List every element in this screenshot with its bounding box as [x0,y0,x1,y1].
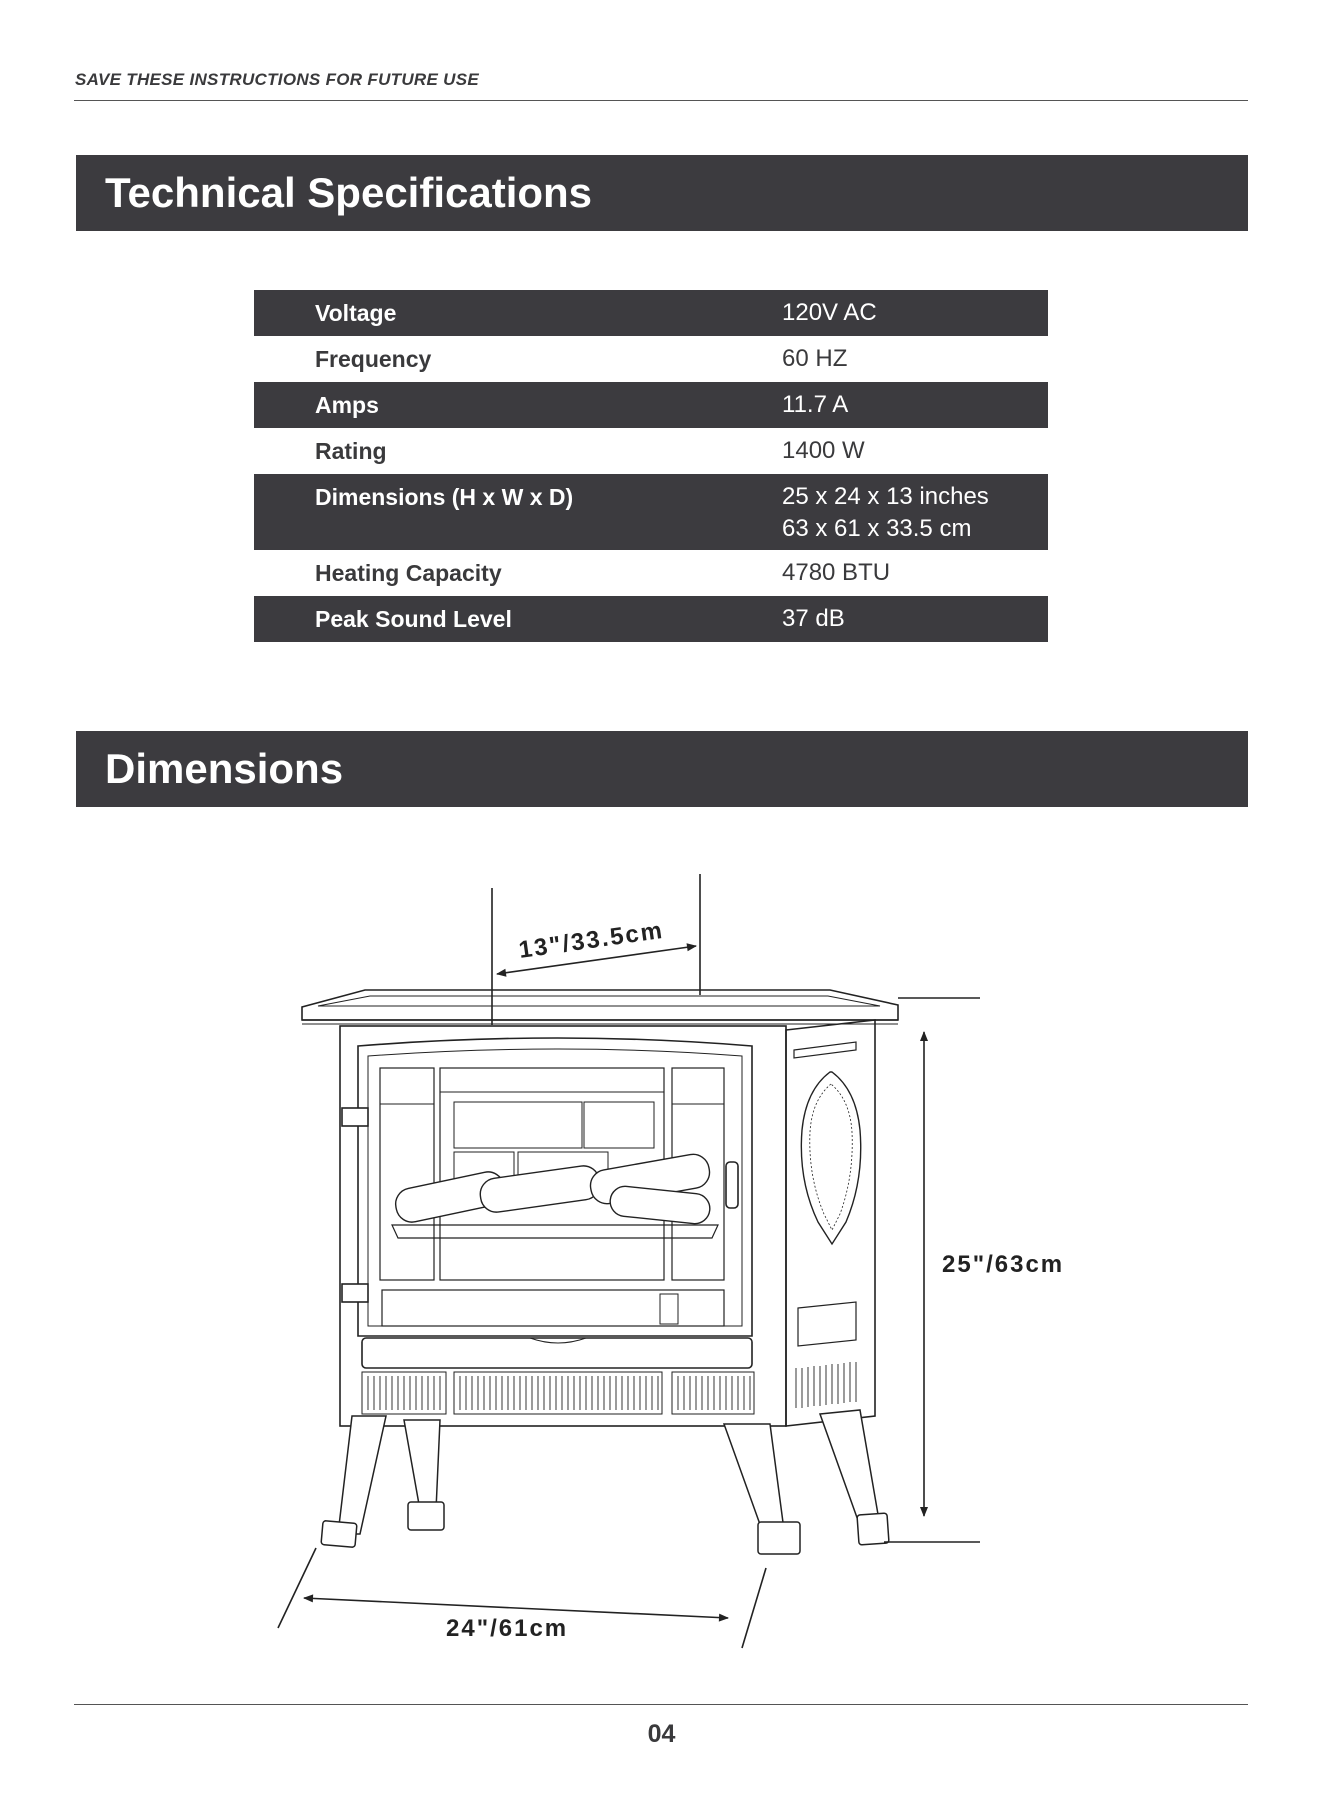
width-label: 24"/61cm [446,1615,569,1642]
width-extension-line [278,1548,316,1628]
heater-top [302,990,898,1020]
spec-label: Voltage [315,300,397,326]
page-number: 04 [647,1720,676,1748]
heater-side [786,1020,875,1426]
footer-rule [74,1704,1248,1705]
depth-label: 13"/33.5cm [517,916,666,964]
section-title: Technical Specifications [105,169,593,216]
spec-value: 120V AC [782,299,877,326]
spec-value-line: 63 x 61 x 33.5 cm [782,515,972,542]
spec-value: 4780 BTU [782,559,891,586]
spec-value: 11.7 A [782,391,849,418]
header-note: SAVE THESE INSTRUCTIONS FOR FUTURE USE [75,70,480,89]
spec-label: Amps [315,392,379,418]
spec-label: Heating Capacity [315,560,502,586]
spec-label: Frequency [315,346,432,372]
spec-value-line: 25 x 24 x 13 inches [782,483,989,510]
heater-front [340,1026,786,1426]
spec-label: Peak Sound Level [315,606,512,632]
spec-value: 60 HZ [782,345,848,372]
section-title: Dimensions [105,745,344,792]
height-label: 25"/63cm [942,1251,1065,1278]
spec-label: Dimensions (H x W x D) [315,484,574,510]
spec-value: 37 dB [782,605,845,632]
spec-label: Rating [315,438,387,464]
spec-value: 1400 W [782,437,865,464]
width-extension-line [742,1568,766,1648]
